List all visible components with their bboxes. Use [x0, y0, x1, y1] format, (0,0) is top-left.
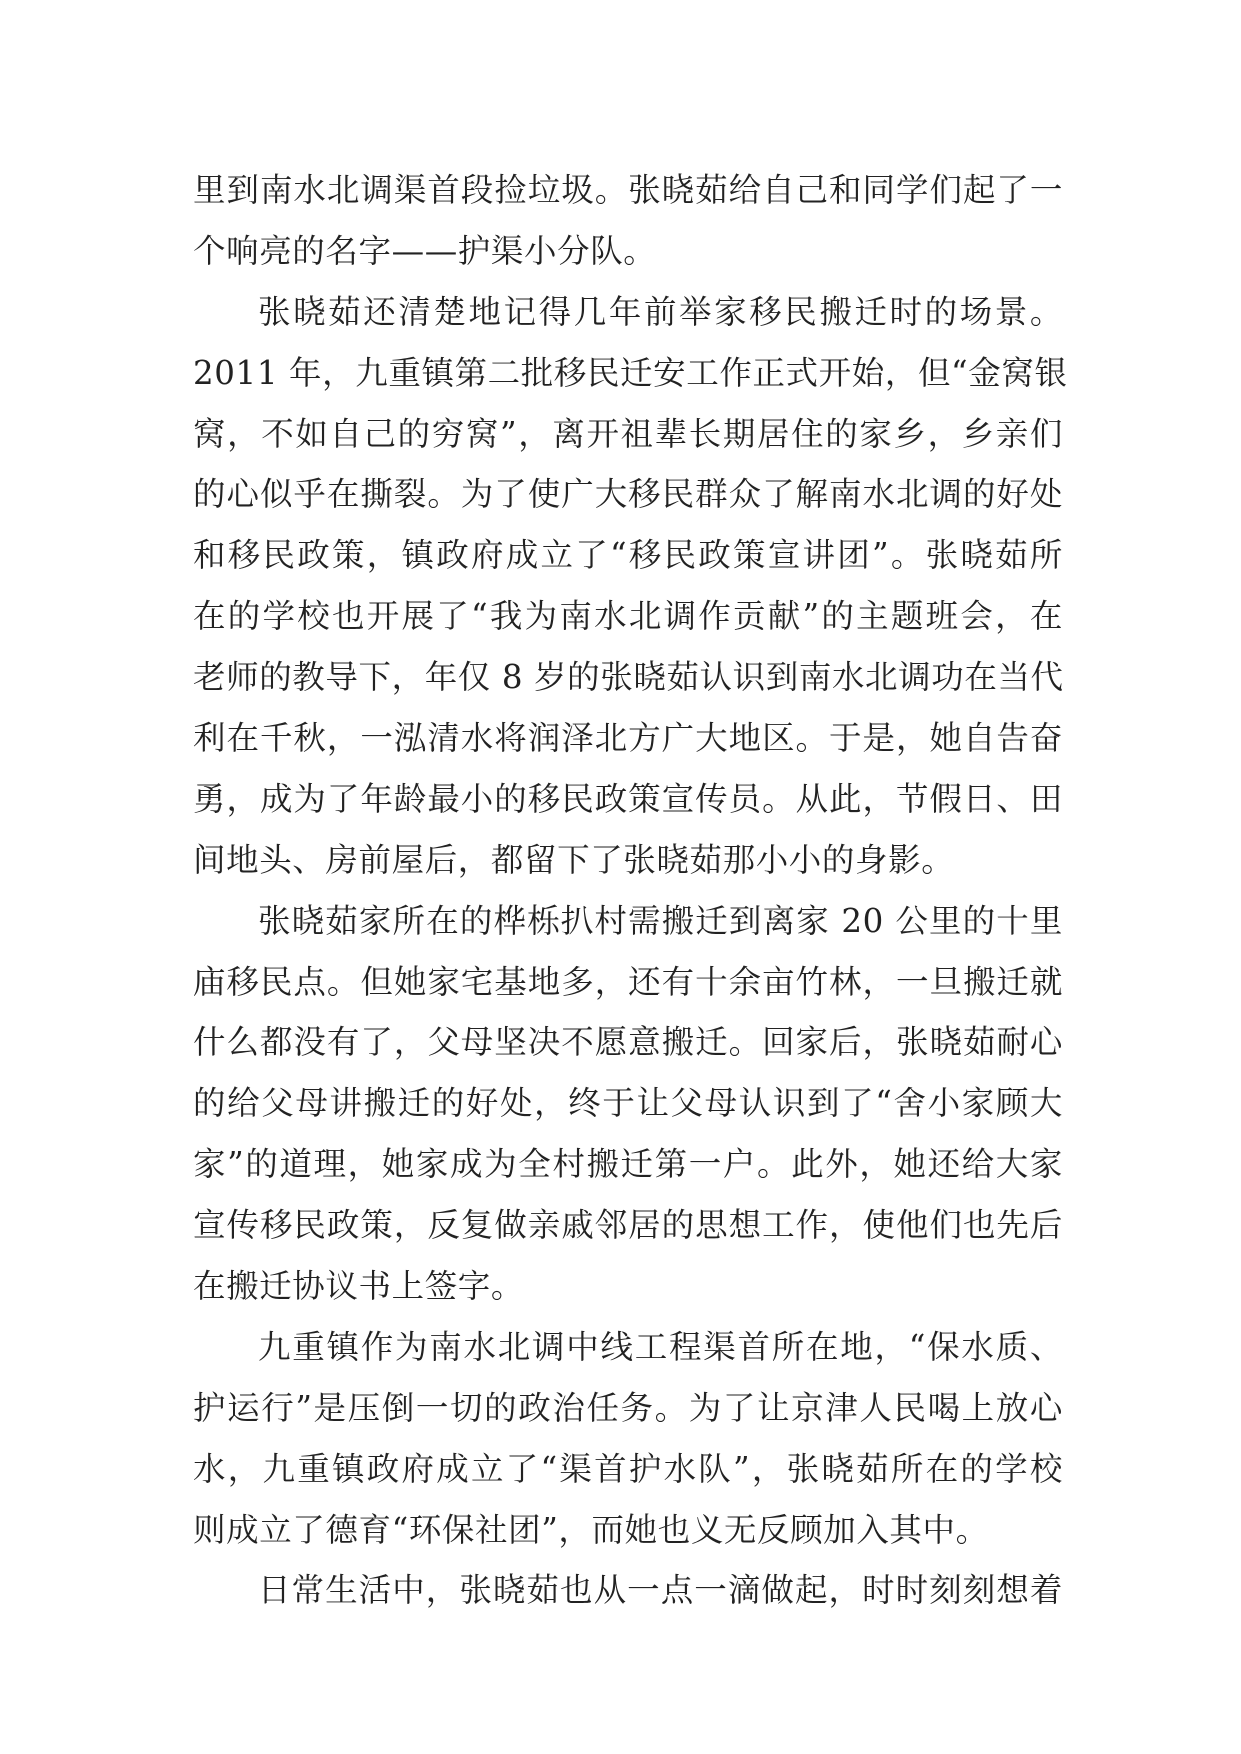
text-line: 在的学校也开展了“我为南水北调作贡献”的主题班会，在 — [193, 597, 1063, 636]
text-line: 则成立了德育“环保社团”，而她也义无反顾加入其中。 — [193, 1510, 989, 1549]
text-line: 个响亮的名字——护渠小分队。 — [193, 231, 657, 270]
text-line: 庙移民点。但她家宅基地多，还有十余亩竹林，一旦搬迁就 — [193, 962, 1063, 1001]
text-line: 的给父母讲搬迁的好处，终于让父母认识到了“舍小家顾大 — [193, 1084, 1063, 1123]
text-line: 里到南水北调渠首段捡垃圾。张晓茹给自己和同学们起了一 — [193, 171, 1063, 209]
text-line: 九重镇作为南水北调中线工程渠首所在地，“保水质、 — [258, 1327, 1063, 1366]
text-line: 护运行”是压倒一切的政治任务。为了让京津人民喝上放心 — [193, 1388, 1063, 1427]
text-line: 老师的教导下，年仅 8 岁的张晓茹认识到南水北调功在当代 — [193, 658, 1064, 697]
text-line: 勇，成为了年龄最小的移民政策宣传员。从此，节假日、田 — [193, 779, 1063, 818]
text-line: 宣传移民政策，反复做亲戚邻居的思想工作，使他们也先后 — [193, 1206, 1063, 1245]
text-line: 张晓茹还清楚地记得几年前举家移民搬迁时的场景。 — [258, 292, 1063, 331]
text-line: 窝，不如自己的穷窝”，离开祖辈长期居住的家乡，乡亲们 — [193, 414, 1063, 453]
text-line: 间地头、房前屋后，都留下了张晓茹那小小的身影。 — [193, 840, 955, 879]
text-line: 在搬迁协议书上签字。 — [193, 1267, 525, 1306]
text-line: 和移民政策，镇政府成立了“移民政策宣讲团”。张晓茹所 — [193, 536, 1063, 575]
body-text — [193, 160, 1068, 1621]
text-line: 利在千秋，一泓清水将润泽北方广大地区。于是，她自告奋 — [193, 719, 1063, 758]
text-line: 日常生活中，张晓茹也从一点一滴做起，时时刻刻想着 — [258, 1571, 1063, 1610]
text-line: 张晓茹家所在的桦栎扒村需搬迁到离家 20 公里的十里 — [258, 901, 1063, 940]
text-line: 的心似乎在撕裂。为了使广大移民群众了解南水北调的好处 — [193, 475, 1063, 514]
text-line: 家”的道理，她家成为全村搬迁第一户。此外，她还给大家 — [193, 1145, 1063, 1184]
text-line: 2011 年，九重镇第二批移民迁安工作正式开始，但“金窝银 — [193, 353, 1068, 392]
text-line: 什么都没有了，父母坚决不愿意搬迁。回家后，张晓茹耐心 — [193, 1023, 1063, 1062]
text-line: 水，九重镇政府成立了“渠首护水队”，张晓茹所在的学校 — [193, 1449, 1063, 1488]
